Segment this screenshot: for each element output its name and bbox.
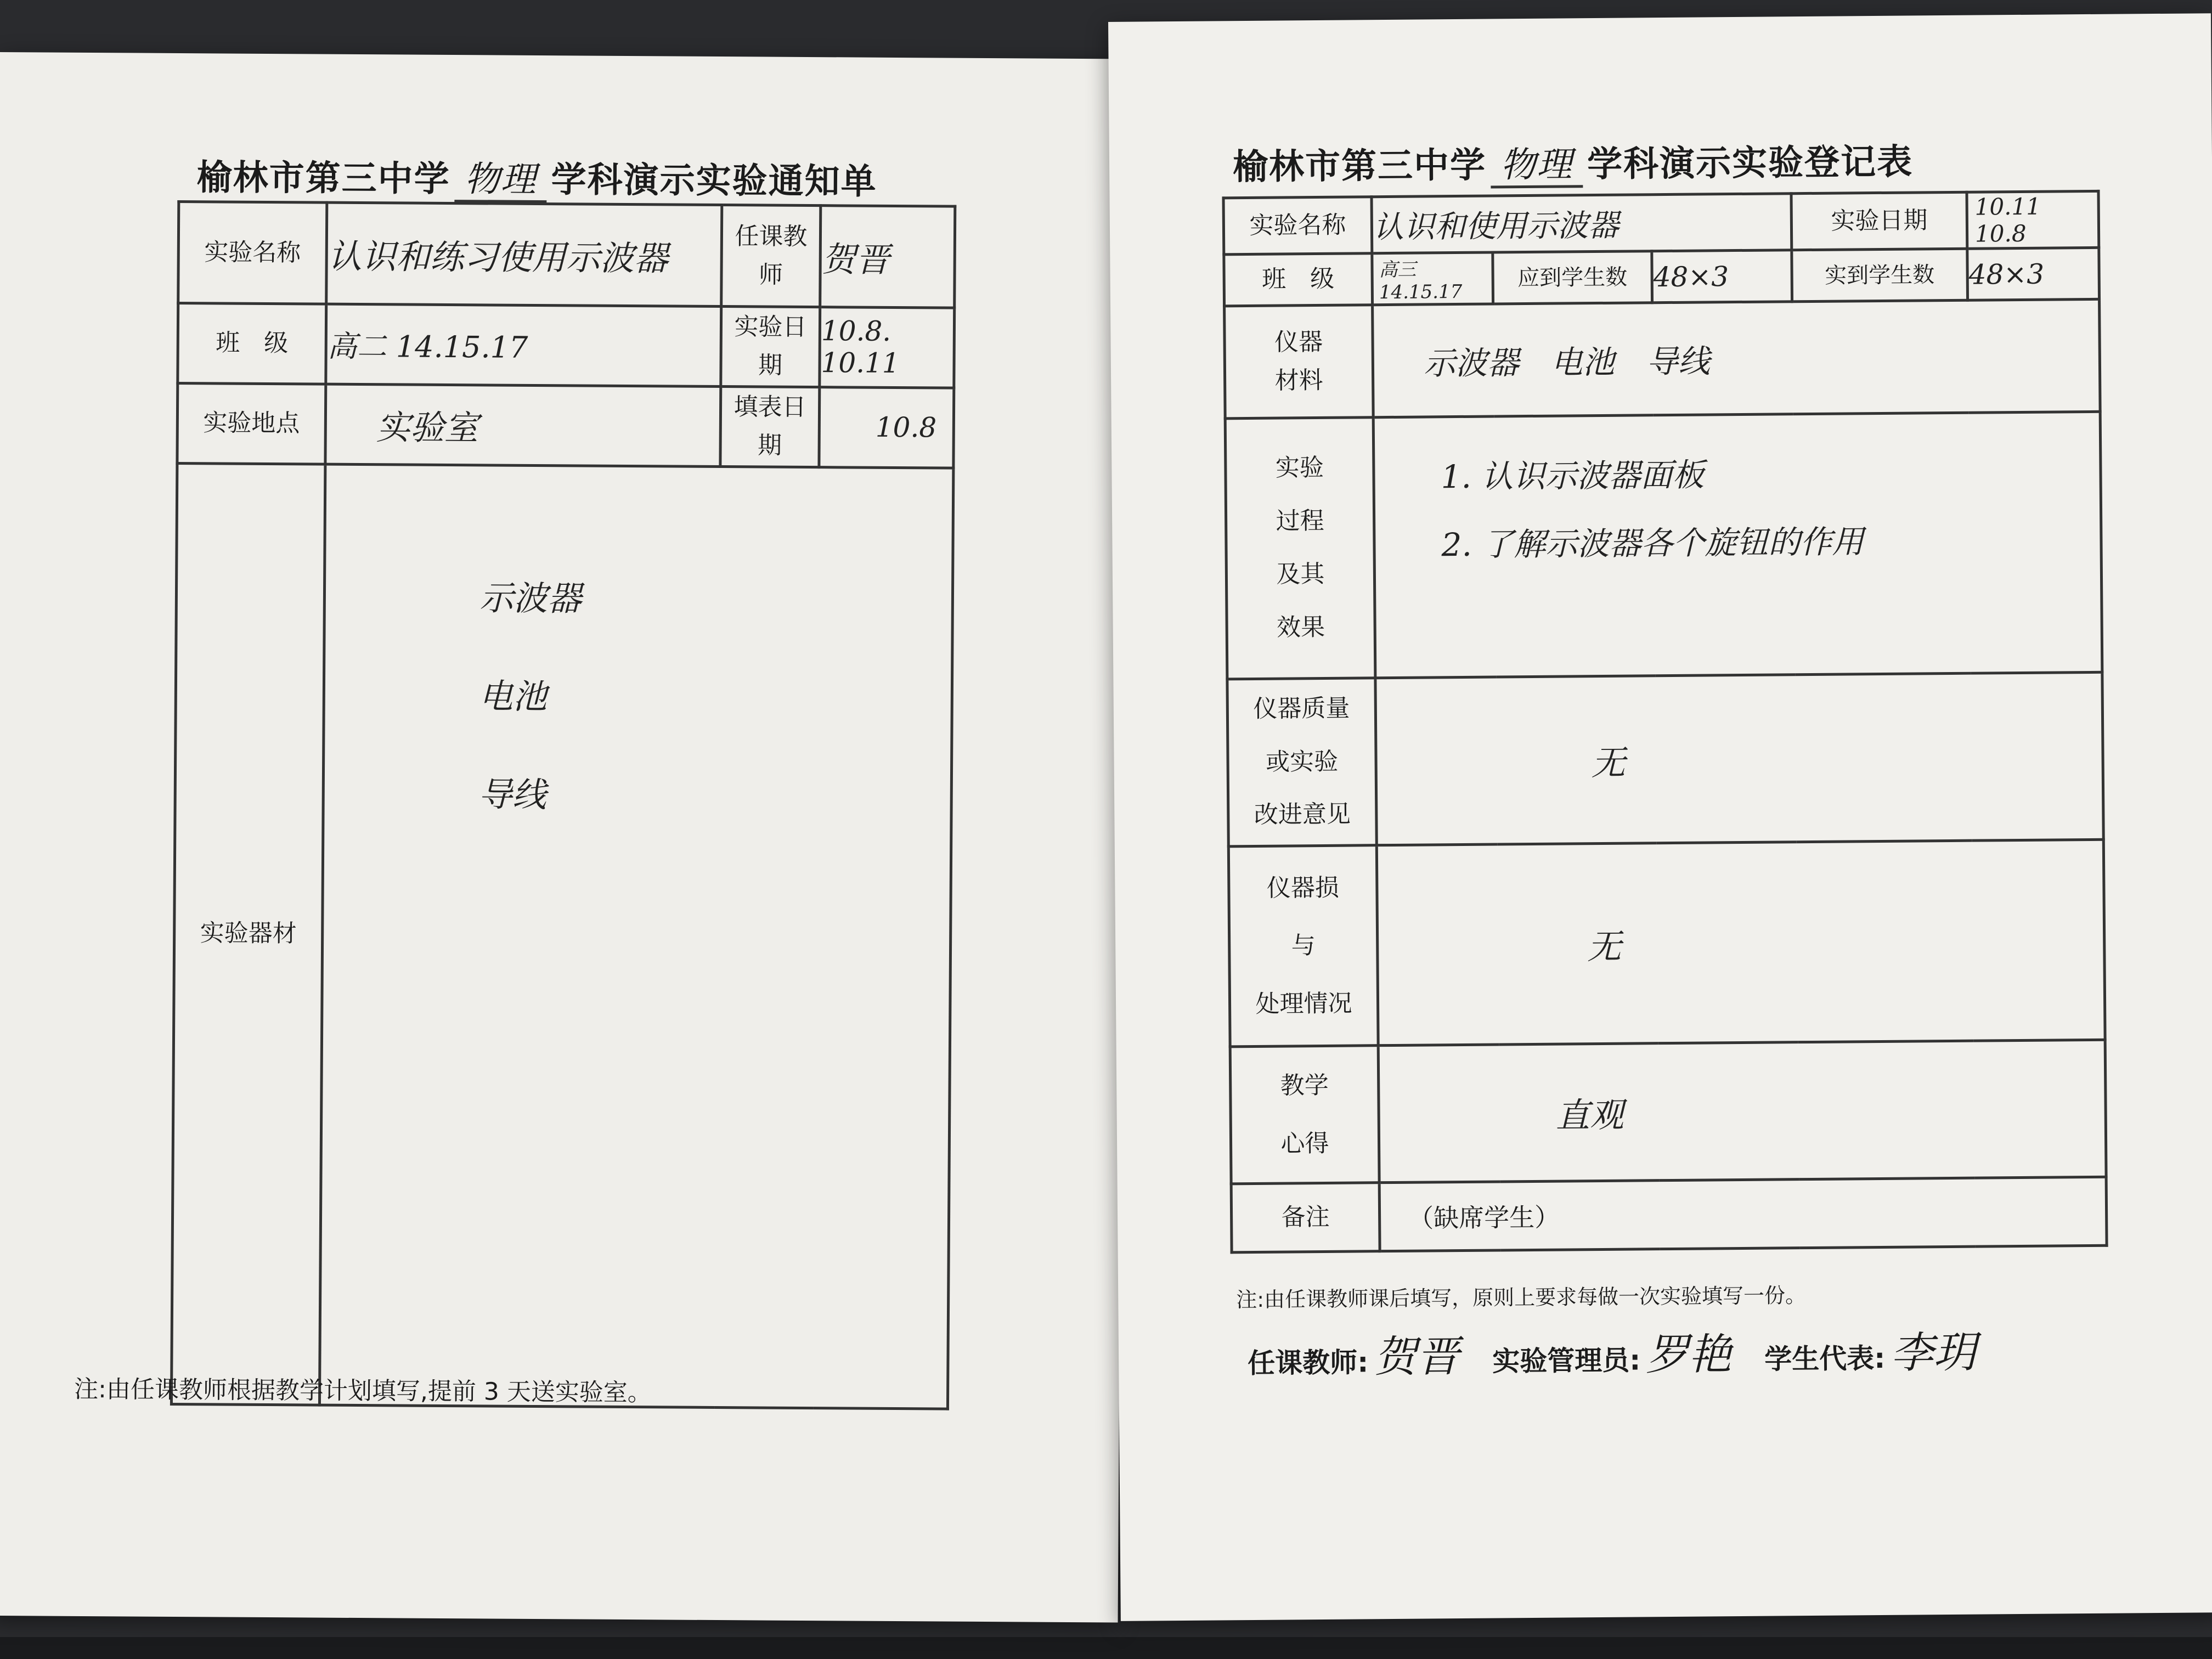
label-line: 实验 — [1275, 454, 1324, 483]
label-quality — [1227, 678, 1376, 847]
label-line: 过程 — [1276, 507, 1324, 535]
notification-form-sheet — [0, 52, 1127, 1623]
label-damage — [1228, 845, 1378, 1047]
value-experiment-date: 10.8. 10.11 — [820, 307, 955, 388]
subject-field: 物理 — [454, 159, 546, 203]
label-teaching — [1230, 1046, 1379, 1184]
label-line: 仪器损 — [1266, 873, 1340, 902]
label-instruments — [1224, 305, 1374, 419]
desk-edge — [0, 1637, 2212, 1659]
label-line: 效果 — [1276, 613, 1325, 642]
label-expected-students: 应到学生数 — [1493, 251, 1652, 304]
value-experiment-date: 10.11 10.8 — [1967, 191, 2099, 249]
admin-signature-label: 实验管理员: — [1492, 1344, 1641, 1378]
equipment-item: 电池 — [478, 675, 548, 716]
label-class: 班 级 — [178, 303, 326, 383]
label-process — [1225, 417, 1375, 679]
equipment-item: 示波器 — [479, 577, 582, 619]
label-teacher: 任课教师 — [721, 205, 821, 307]
label-line: 改进意见 — [1254, 800, 1351, 830]
value-class: 高二 14.15.17 — [326, 304, 721, 386]
value-teaching: 直观 — [1378, 1040, 2106, 1182]
label-line: 心得 — [1280, 1129, 1329, 1158]
label-line: 处理情况 — [1255, 989, 1352, 1018]
notification-form-title — [196, 149, 877, 204]
label-experiment-name: 实验名称 — [178, 201, 327, 304]
signature-row — [1248, 1318, 2010, 1385]
registration-table — [1222, 190, 2108, 1254]
registration-footnote: 注:由任课教师课后填写，原则上要求每做一次实验填写一份。 — [1236, 1283, 1807, 1312]
admin-signature: 罗艳 — [1645, 1330, 1732, 1380]
value-remarks: （缺席学生） — [1379, 1177, 2107, 1251]
label-line: 仪器 — [1274, 328, 1323, 357]
label-equipment: 实验器材 — [171, 463, 325, 1405]
process-line: 2. 了解示波器各个旋钮的作用 — [1441, 523, 1864, 564]
form-type: 学科演示实验登记表 — [1587, 142, 1914, 185]
label-experiment-date: 实验日期 — [1791, 192, 1967, 250]
label-line: 教学 — [1280, 1071, 1329, 1100]
teacher-signature-label: 任课教师: — [1247, 1346, 1369, 1380]
value-fill-date: 10.8 — [819, 387, 954, 467]
school-name: 榆林市第三中学 — [1232, 145, 1487, 188]
registration-form-title — [1233, 133, 1914, 189]
label-line: 及其 — [1276, 560, 1325, 589]
school-name: 榆林市第三中学 — [196, 157, 450, 200]
label-fill-date: 填表日期 — [720, 386, 820, 467]
value-quality: 无 — [1375, 672, 2103, 845]
notification-table — [170, 200, 956, 1410]
value-actual-students: 48×3 — [1967, 247, 2100, 300]
value-instruments: 示波器 电池 导线 — [1373, 299, 2101, 417]
equipment-item: 导线 — [478, 774, 546, 815]
student-signature: 李玥 — [1890, 1328, 1977, 1378]
label-line: 或实验 — [1265, 747, 1339, 776]
label-remarks: 备注 — [1231, 1183, 1380, 1252]
value-experiment-name: 认识和使用示波器 — [1372, 194, 1792, 253]
value-process — [1373, 411, 2102, 678]
student-signature-label: 学生代表: — [1764, 1342, 1886, 1375]
value-expected-students: 48×3 — [1652, 250, 1792, 303]
value-class: 高三 14.15.17 — [1372, 252, 1493, 305]
label-actual-students: 实到学生数 — [1792, 249, 1968, 302]
process-line: 1. 认识示波器面板 — [1441, 456, 1705, 496]
equipment-list — [319, 464, 953, 1409]
label-line: 材料 — [1274, 366, 1323, 395]
value-damage: 无 — [1376, 839, 2105, 1045]
label-line: 仪器质量 — [1253, 694, 1350, 723]
label-location: 实验地点 — [177, 383, 326, 464]
label-experiment-name: 实验名称 — [1223, 197, 1372, 255]
label-experiment-date: 实验日期 — [721, 307, 820, 387]
label-class: 班 级 — [1224, 253, 1373, 306]
value-location: 实验室 — [325, 384, 721, 466]
label-line: 与 — [1291, 932, 1316, 960]
value-teacher: 贺晋 — [820, 206, 955, 308]
form-type: 学科演示实验通知单 — [551, 160, 877, 202]
teacher-signature: 贺晋 — [1373, 1332, 1460, 1383]
subject-field: 物理 — [1491, 144, 1583, 188]
value-experiment-name: 认识和练习使用示波器 — [326, 202, 722, 306]
notification-footnote: 注:由任课教师根据教学计划填写,提前 3 天送实验室。 — [74, 1375, 652, 1407]
registration-form-sheet — [1108, 13, 2212, 1621]
